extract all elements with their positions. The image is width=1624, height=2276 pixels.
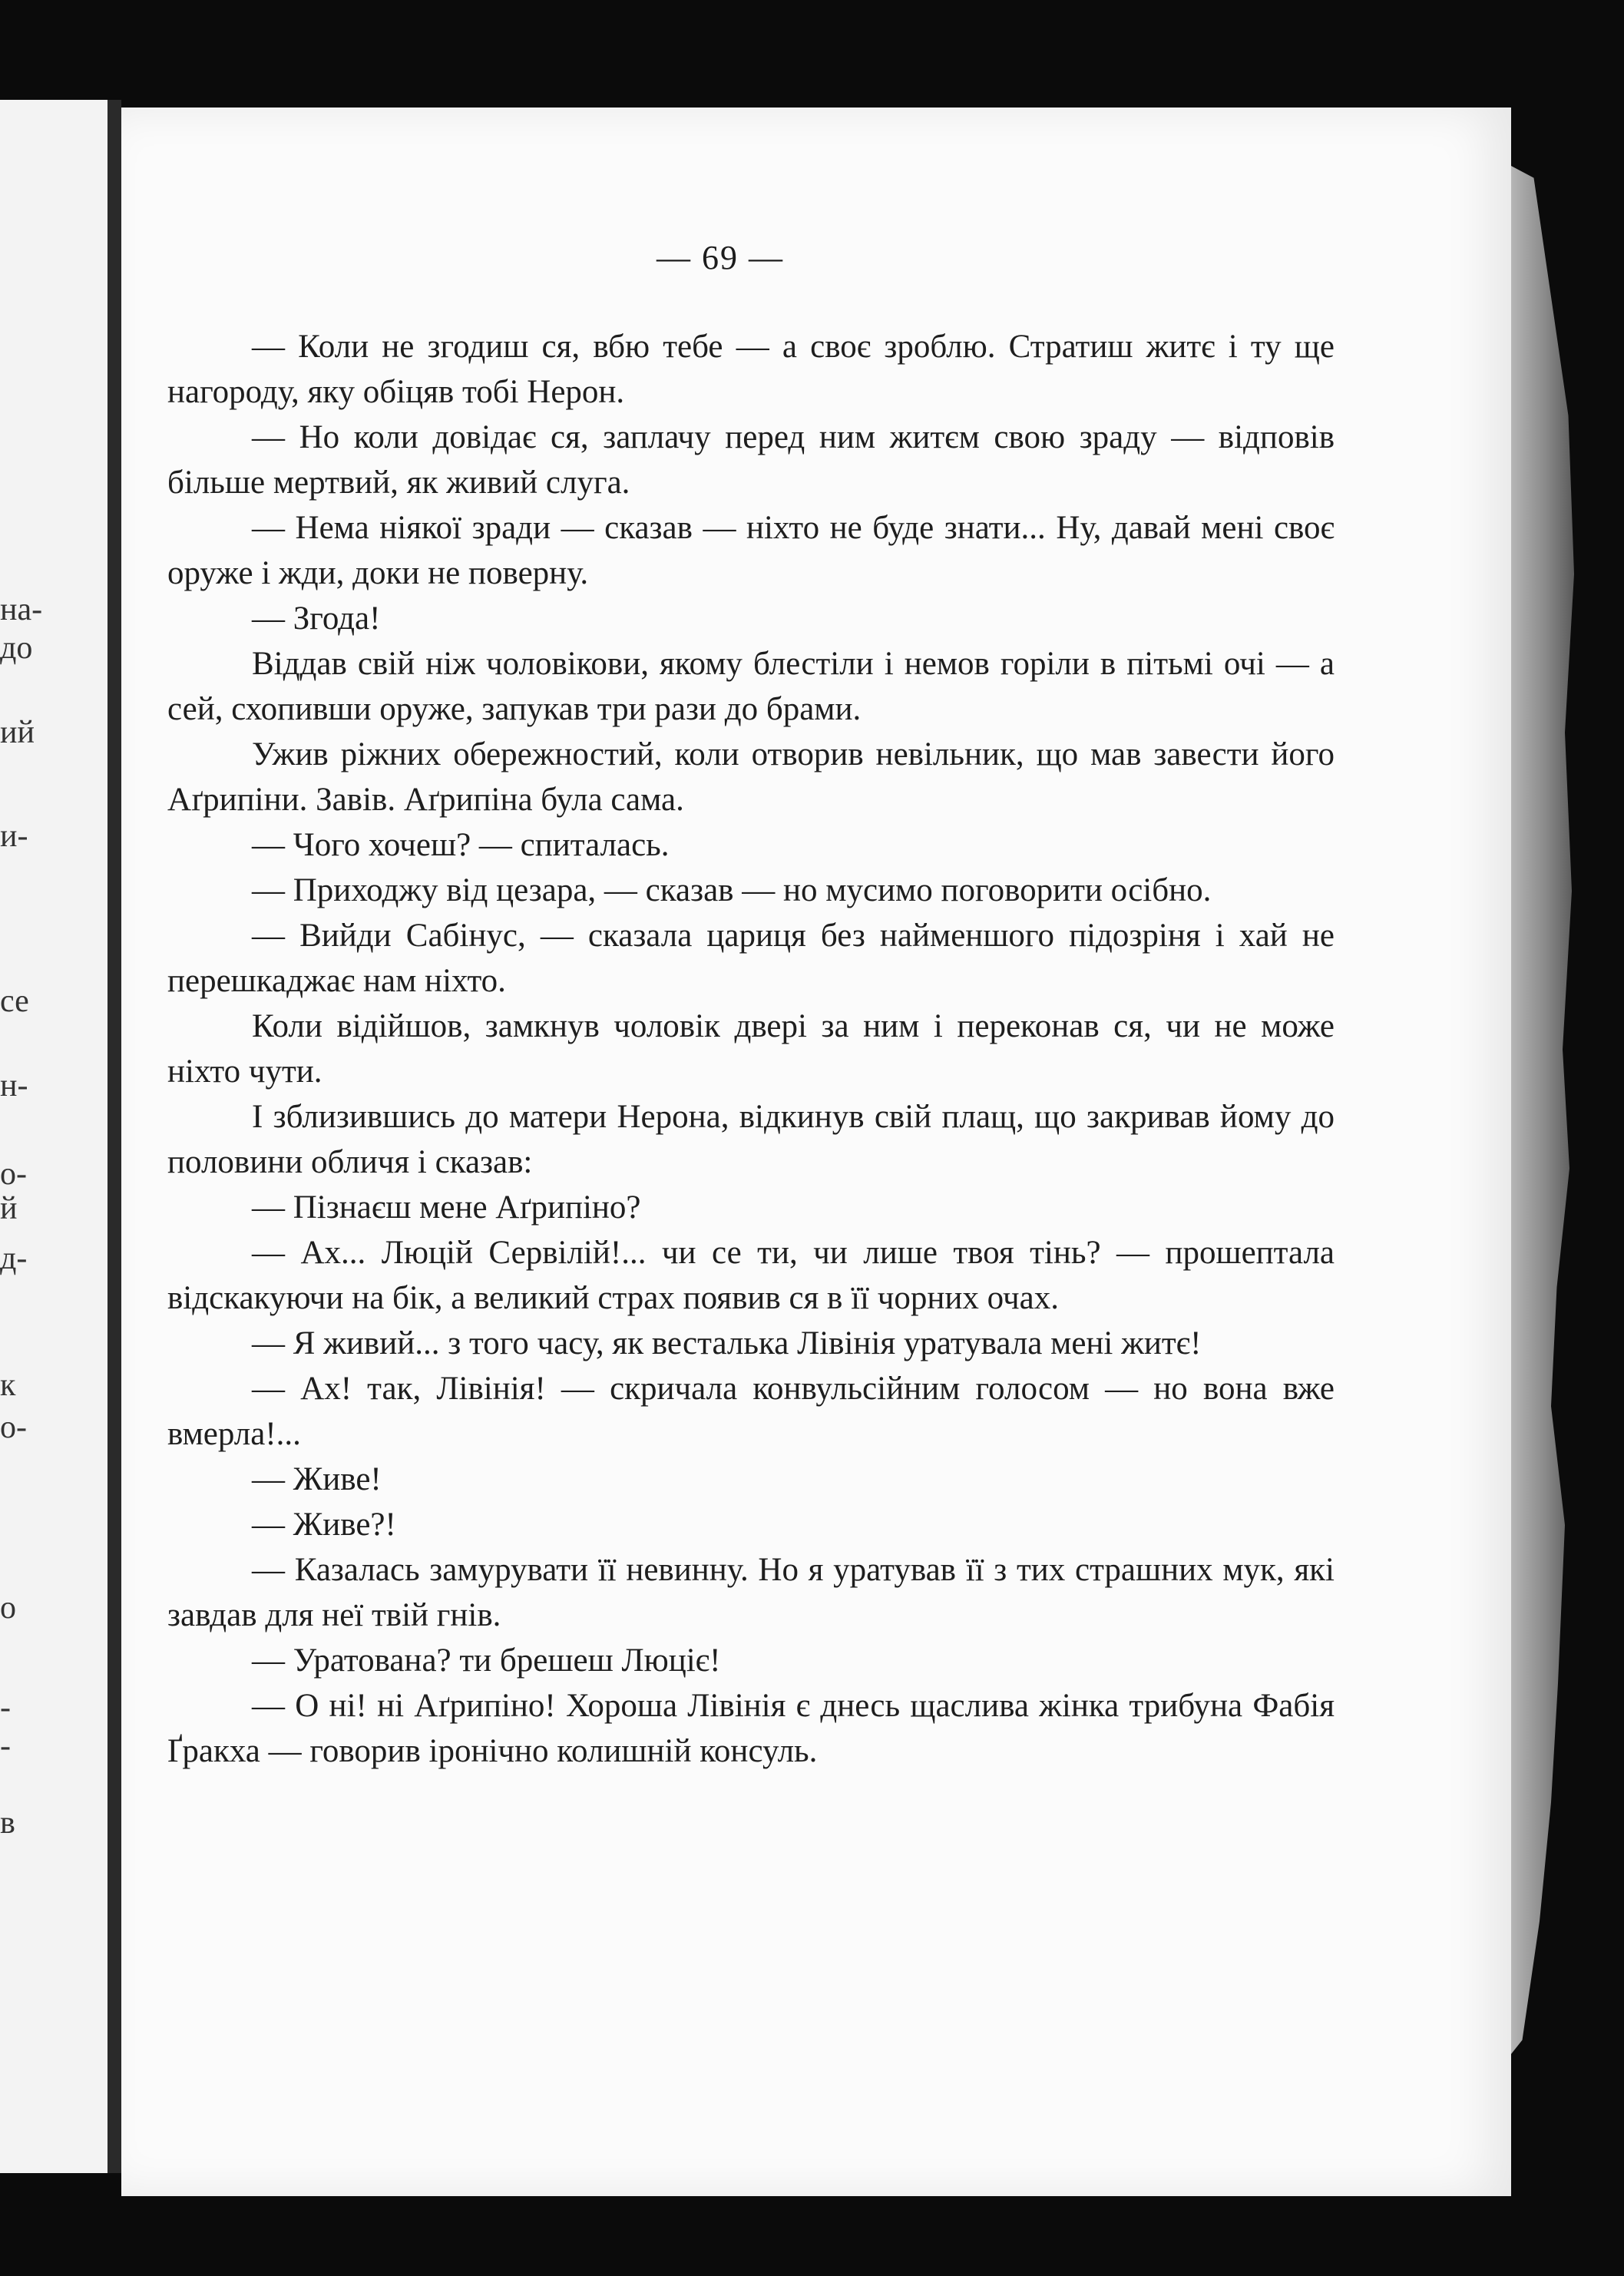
- paragraph: — Казалась замурувати її невинну. Но я уратував її з тих страшних мук, які завдав для неї твій гнів.: [167, 1552, 1335, 1633]
- left-page-fragment: о-: [0, 1156, 27, 1192]
- left-page-fragment: к: [0, 1368, 16, 1403]
- left-page-fragment: до: [0, 630, 33, 666]
- paragraph: Віддав свій ніж чоловікови, якому блестіли і немов горіли в пітьмі очі — а сей, схопивши оруже, запукав три рази до брами.: [167, 646, 1335, 727]
- left-page-fragment: й: [0, 1191, 18, 1226]
- page-text: [167, 324, 1335, 1774]
- paragraph: І зблизившись до матери Нерона, відкинув свій плащ, що закривав йому до половини обличя і сказав:: [167, 1099, 1335, 1180]
- paragraph: — Я живий... з того часу, як весталька Лівінія уратувала мені житє!: [252, 1325, 1202, 1361]
- left-page-fragment: се: [0, 984, 29, 1019]
- left-page-fragment: н-: [0, 1068, 28, 1103]
- book-page: [121, 108, 1511, 2196]
- left-page-fragment: о-: [0, 1410, 27, 1445]
- paragraph: — Ах! так, Лівінія! — скричала конвульсійним голосом — но вона вже вмерла!...: [167, 1371, 1335, 1452]
- left-page-edge: [0, 100, 112, 2173]
- left-page-fragment: на-: [0, 592, 43, 627]
- left-page-fragment: о: [0, 1590, 16, 1626]
- left-page-fragment: и-: [0, 819, 28, 854]
- paragraph: — Пізнаєш мене Аґрипіно?: [252, 1189, 641, 1226]
- left-page-fragment: -: [0, 1729, 11, 1764]
- paragraph: — Но коли довідає ся, заплачу перед ним житєм свою зраду — відповів більше мертвий, як живий слуга.: [167, 419, 1335, 501]
- paragraph: — Коли не згодиш ся, вбю тебе — а своє зроблю. Стратиш житє і ту ще нагороду, яку обіцяв тобі Нерон.: [167, 329, 1335, 410]
- left-page-fragment: -: [0, 1690, 11, 1725]
- paragraph: — Живе?!: [252, 1507, 396, 1543]
- left-page-fragment: в: [0, 1805, 15, 1841]
- paragraph: — О ні! ні Аґрипіно! Хороша Лівінія є днесь щаслива жінка трибуна Фабія Ґракха — говорив іронічно колишній консуль.: [167, 1688, 1335, 1769]
- paragraph: — Вийди Сабінус, — сказала цариця без найменшого підозріня і хай не перешкаджає нам ніхто.: [167, 918, 1335, 999]
- left-page-fragment: ий: [0, 715, 35, 750]
- paragraph: — Приходжу від цезара, — сказав — но мусимо поговорити осібно.: [252, 872, 1212, 908]
- paragraph: — Ах... Люцій Сервілій!... чи се ти, чи лише твоя тінь? — прошептала відскакуючи на бік, а великий страх появив ся в її чорних очах.: [167, 1235, 1335, 1316]
- page-number: — 69 —: [657, 239, 784, 276]
- book-gutter: [107, 100, 121, 2173]
- left-page-fragment: д-: [0, 1241, 28, 1276]
- paragraph: Ужив ріжних обережностий, коли отворив невільник, що мав завести його Аґрипіни. Завів. Аґрипіна була сама.: [167, 736, 1335, 818]
- paragraph: — Живе!: [252, 1461, 382, 1497]
- paragraph: — Нема ніякої зради — сказав — ніхто не буде знати... Ну, давай мені своє оруже і жди, доки не поверну.: [167, 510, 1335, 591]
- paragraph: Коли відійшов, замкнув чоловік двері за ним і переконав ся, чи не може ніхто чути.: [167, 1008, 1335, 1090]
- paragraph: — Уратована? ти брешеш Люціє!: [252, 1642, 721, 1679]
- paragraph: — Чого хочеш? — спиталась.: [252, 827, 670, 863]
- paragraph: — Згода!: [252, 600, 381, 637]
